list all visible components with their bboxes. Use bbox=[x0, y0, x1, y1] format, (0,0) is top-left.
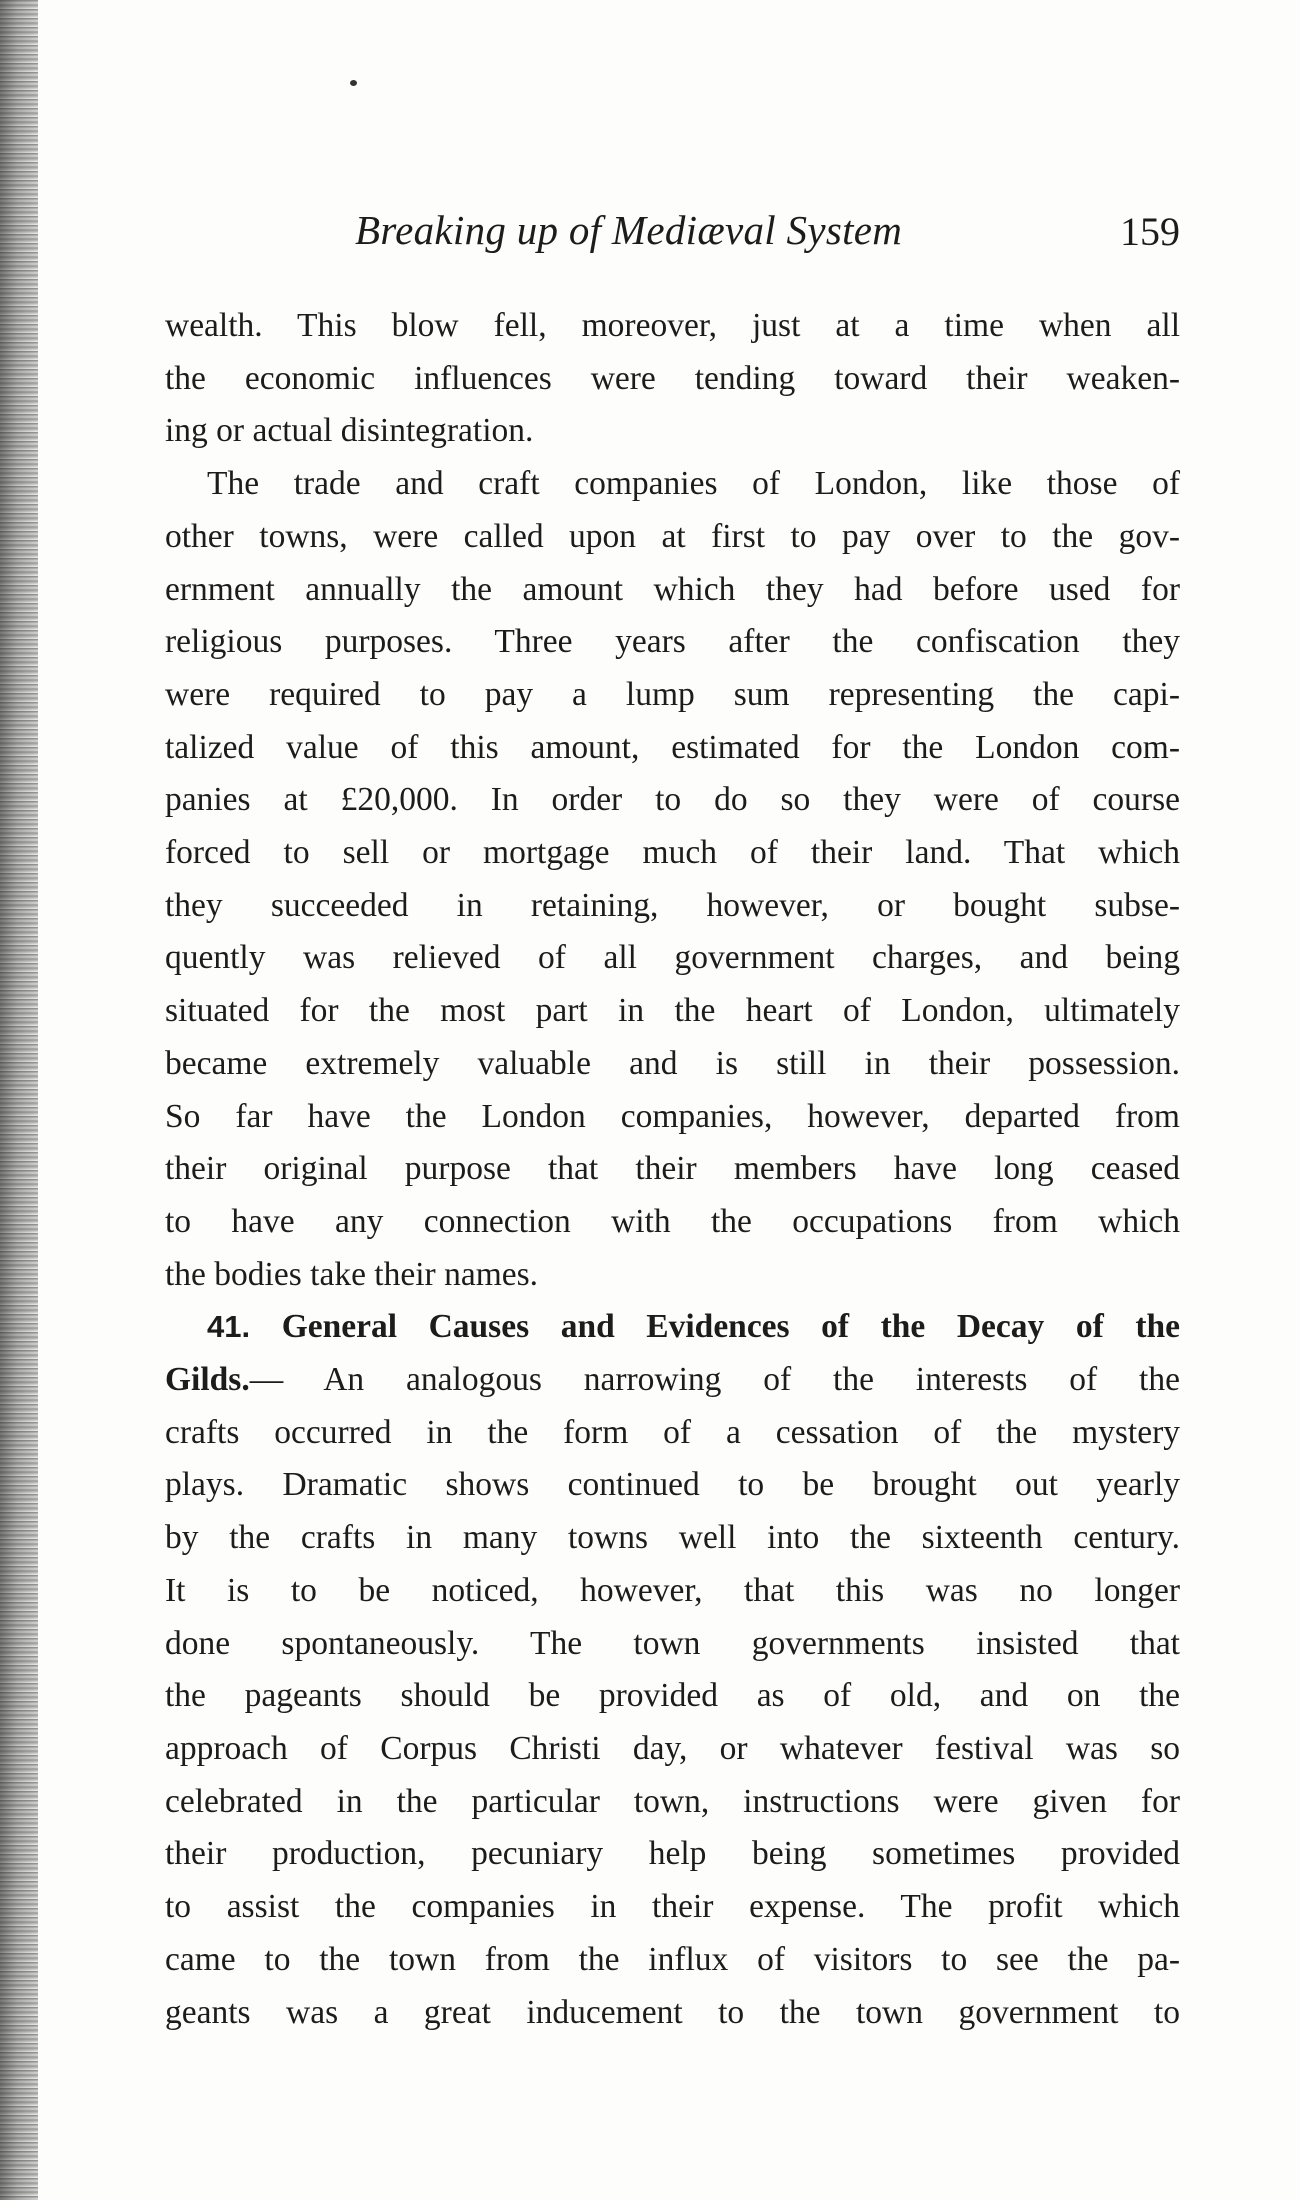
paragraph-2 bbox=[165, 458, 1180, 1301]
text-line: other towns, were called upon at first to pay over to the gov- bbox=[165, 517, 1180, 555]
text-line: approach of Corpus Christi day, or whatever festival was so bbox=[165, 1729, 1180, 1767]
text-line: their production, pecuniary help being sometimes provided bbox=[165, 1835, 1180, 1873]
text-line: wealth. This blow fell, moreover, just at a time when all bbox=[165, 307, 1180, 344]
text-line: geants was a great inducement to the town government to bbox=[165, 1993, 1180, 2031]
text-line: by the crafts in many towns well into the sixteenth century. bbox=[165, 1519, 1180, 1557]
running-head bbox=[165, 206, 1180, 266]
section-first-line-text: — An analogous narrowing of the interests of the bbox=[249, 1361, 1180, 1399]
text-line: done spontaneously. The town governments insisted that bbox=[165, 1624, 1180, 1662]
text-line: came to the town from the influx of visitors to see the pa- bbox=[165, 1940, 1180, 1978]
paragraph-1 bbox=[165, 300, 1180, 458]
text-line: It is to be noticed, however, that this was no longer bbox=[165, 1571, 1180, 1609]
text-line: they succeeded in retaining, however, or bought subse- bbox=[165, 886, 1180, 924]
text-line: celebrated in the particular town, instructions were given for bbox=[165, 1782, 1180, 1820]
text-line: plays. Dramatic shows continued to be brought out yearly bbox=[165, 1466, 1180, 1504]
text-line: talized value of this amount, estimated for the London com- bbox=[165, 728, 1180, 766]
text-line: the pageants should be provided as of old, and on the bbox=[165, 1677, 1180, 1715]
section-title-continued: Gilds. bbox=[165, 1361, 250, 1399]
text-line: crafts occurred in the form of a cessation of the mystery bbox=[165, 1413, 1180, 1451]
ink-speck bbox=[350, 80, 357, 86]
text-line bbox=[165, 1354, 1180, 1407]
text-line: panies at £20,000. In order to do so they were of course bbox=[165, 781, 1180, 819]
text-line: to have any connection with the occupations from which bbox=[165, 1202, 1180, 1240]
text-line: their original purpose that their members have long ceased bbox=[165, 1150, 1180, 1188]
text-line: became extremely valuable and is still in their possession. bbox=[165, 1044, 1180, 1082]
text-line: were required to pay a lump sum representing the capi- bbox=[165, 675, 1180, 713]
running-title: Breaking up of Mediæval System bbox=[355, 207, 903, 253]
section-number: 41. bbox=[207, 1309, 251, 1345]
text-line: quently was relieved of all government charges, and being bbox=[165, 939, 1180, 977]
text-line: to assist the companies in their expense. The profit which bbox=[165, 1888, 1180, 1926]
paragraph-3 bbox=[165, 1301, 1180, 2039]
section-title: General Causes and Evidences of the Decay of the bbox=[281, 1308, 1180, 1346]
text-line: The trade and craft companies of London, like those of bbox=[207, 465, 1180, 503]
text-line: religious purposes. Three years after the confiscation they bbox=[165, 623, 1180, 661]
text-line: the bodies take their names. bbox=[165, 1255, 539, 1293]
body-text bbox=[165, 300, 1180, 2039]
text-line: situated for the most part in the heart of London, ultimately bbox=[165, 992, 1180, 1030]
scan-binding-edge bbox=[0, 0, 38, 2200]
page-number: 159 bbox=[1120, 209, 1180, 254]
text-line: ernment annually the amount which they had before used for bbox=[165, 570, 1180, 608]
text-line: So far have the London companies, however, departed from bbox=[165, 1097, 1180, 1135]
text-line: forced to sell or mortgage much of their land. That which bbox=[165, 834, 1180, 872]
text-line: the economic influences were tending toward their weaken- bbox=[165, 359, 1180, 397]
text-line: ing or actual disintegration. bbox=[165, 412, 534, 450]
section-heading-line bbox=[165, 1301, 1180, 1354]
